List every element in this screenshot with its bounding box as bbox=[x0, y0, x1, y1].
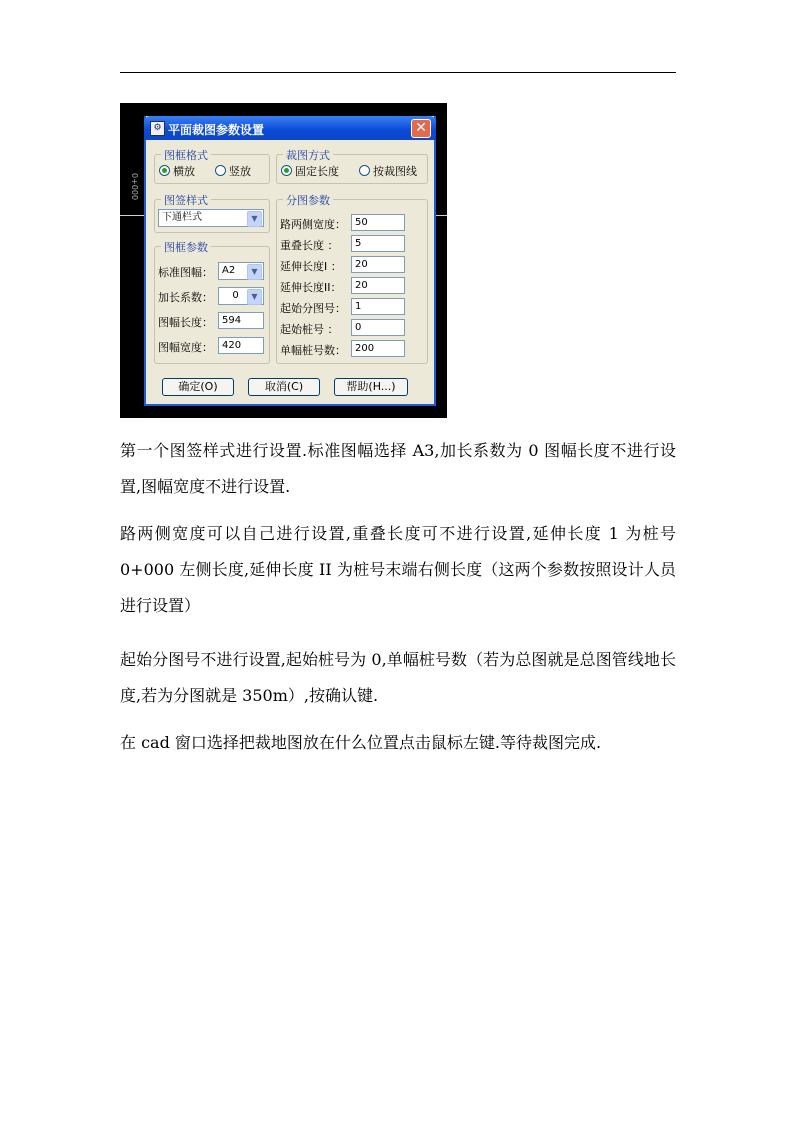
split-param-label: 起始分图号： bbox=[280, 302, 346, 315]
frame-format-group bbox=[154, 149, 270, 184]
paragraph-2: 路两侧宽度可以自己进行设置,重叠长度可不进行设置,延伸长度 1 为桩号 0+000 左侧长度,延伸长度 II 为桩号末端右侧长度（这两个参数按照设计人员进行设置） bbox=[120, 524, 676, 615]
cad-side-text: 0+000 bbox=[130, 173, 139, 201]
paragraph-3: 起始分图号不进行设置,起始桩号为 0,单幅桩号数（若为总图就是总图管线地长度,若为分图就是 350m）,按确认键. bbox=[120, 650, 676, 705]
sign-style-value: 下通栏式 bbox=[162, 212, 202, 223]
sign-style-title: 图签样式 bbox=[161, 192, 211, 208]
split-param-label: 单幅桩号数： bbox=[280, 344, 346, 357]
radio-dot-icon bbox=[159, 165, 170, 176]
chevron-down-icon[interactable]: ▼ bbox=[247, 289, 262, 305]
cad-line-left bbox=[120, 215, 146, 216]
split-param-label: 重叠长度 ： bbox=[280, 239, 339, 252]
radio-horizontal[interactable] bbox=[159, 163, 195, 179]
length-field[interactable]: 594 bbox=[218, 312, 264, 329]
split-params-group bbox=[276, 194, 428, 364]
extend-label: 加长系数： bbox=[158, 291, 213, 304]
split-param-field[interactable]: 5 bbox=[351, 235, 405, 252]
std-size-value: A2 bbox=[222, 265, 236, 276]
split-param-label: 路两侧宽度： bbox=[280, 218, 346, 231]
dialog-title: 平面裁图参数设置 bbox=[168, 123, 265, 137]
ok-button[interactable]: 确定(O) bbox=[162, 378, 234, 396]
extend-value: 0 bbox=[232, 290, 239, 301]
cancel-button[interactable]: 取消(C) bbox=[248, 378, 320, 396]
split-param-field[interactable]: 0 bbox=[351, 319, 405, 336]
radio-dot-icon bbox=[215, 165, 226, 176]
frame-params-title: 图框参数 bbox=[161, 239, 211, 255]
sign-style-group bbox=[154, 194, 270, 233]
extend-select[interactable] bbox=[218, 287, 264, 305]
width-field[interactable]: 420 bbox=[218, 337, 264, 354]
frame-format-title: 图框格式 bbox=[161, 147, 211, 163]
app-icon: ⚙ bbox=[150, 121, 165, 136]
std-size-select[interactable] bbox=[218, 262, 264, 280]
help-button[interactable]: 帮助(H...) bbox=[334, 378, 408, 396]
std-size-label: 标准图幅： bbox=[158, 266, 213, 279]
dialog-titlebar bbox=[144, 116, 436, 140]
sign-style-select[interactable] bbox=[158, 209, 264, 227]
dialog-screenshot bbox=[120, 103, 447, 418]
split-param-label: 起始桩号 ： bbox=[280, 323, 339, 336]
cut-method-group bbox=[276, 149, 428, 184]
chevron-down-icon[interactable]: ▼ bbox=[247, 211, 262, 227]
radio-by-line[interactable] bbox=[359, 163, 417, 179]
split-param-label: 延伸长度II： bbox=[280, 281, 342, 294]
radio-vertical[interactable] bbox=[215, 163, 251, 179]
frame-params-group bbox=[154, 241, 270, 364]
radio-by-line-label: 按裁图线 bbox=[373, 165, 417, 178]
radio-horizontal-label: 横放 bbox=[173, 165, 195, 178]
width-label: 图幅宽度： bbox=[158, 341, 213, 354]
radio-dot-icon bbox=[281, 165, 292, 176]
chevron-down-icon[interactable]: ▼ bbox=[247, 264, 262, 280]
header-rule bbox=[120, 72, 676, 73]
paragraph-1: 第一个图签样式进行设置.标准图幅选择 A3,加长系数为 0 图幅长度不进行设置,图幅宽度不进行设置. bbox=[120, 441, 676, 496]
radio-fixed-label: 固定长度 bbox=[295, 165, 339, 178]
split-param-label: 延伸长度I ： bbox=[280, 260, 342, 273]
split-param-field[interactable]: 1 bbox=[351, 298, 405, 315]
radio-dot-icon bbox=[359, 165, 370, 176]
close-icon[interactable]: ✕ bbox=[411, 119, 431, 138]
crop-settings-dialog bbox=[144, 116, 436, 406]
split-param-field[interactable]: 20 bbox=[351, 256, 405, 273]
radio-fixed-length[interactable] bbox=[281, 163, 339, 179]
split-param-field[interactable]: 50 bbox=[351, 214, 405, 231]
split-params-title: 分图参数 bbox=[283, 192, 333, 208]
split-param-field[interactable]: 20 bbox=[351, 277, 405, 294]
length-label: 图幅长度： bbox=[158, 316, 213, 329]
split-param-field[interactable]: 200 bbox=[351, 340, 405, 357]
cut-method-title: 裁图方式 bbox=[283, 147, 333, 163]
radio-vertical-label: 竖放 bbox=[229, 165, 251, 178]
paragraph-4: 在 cad 窗口选择把裁地图放在什么位置点击鼠标左键.等待裁图完成. bbox=[120, 733, 602, 752]
